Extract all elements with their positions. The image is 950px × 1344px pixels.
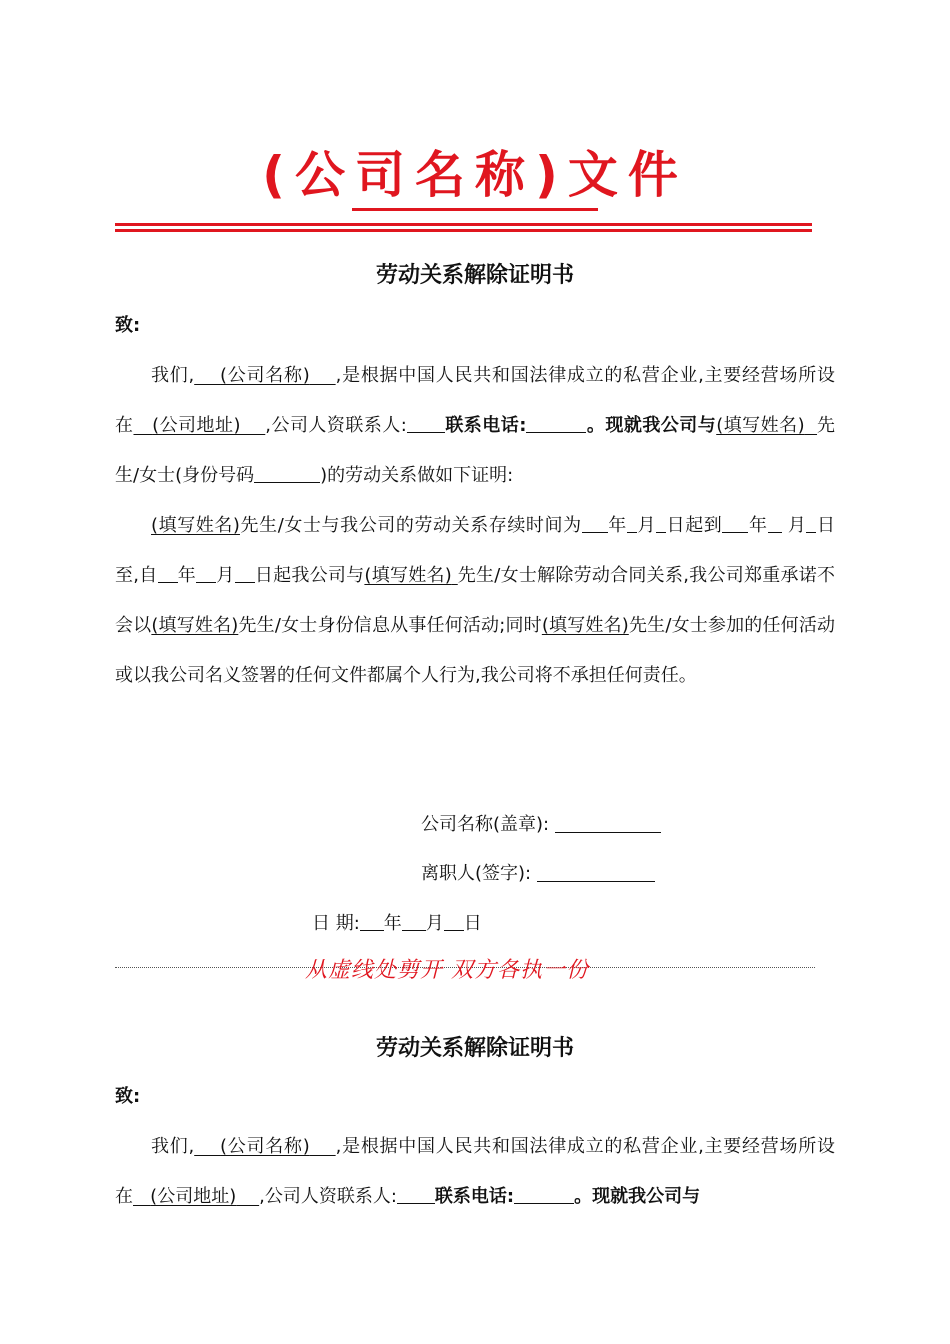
employee-name-placeholder: (填写姓名) (716, 415, 805, 436)
document-header-title: (公司名称)文件 (262, 146, 688, 204)
addressee-label: 致: (115, 315, 141, 336)
certificate-body (115, 351, 835, 701)
company-address-placeholder: (公司地址) (152, 415, 241, 436)
certificate-title-copy: 劳动关系解除证明书 (375, 1036, 574, 1061)
certificate-title: 劳动关系解除证明书 (375, 263, 574, 288)
date-line: 日 期: 年 月 日 (312, 909, 482, 939)
employee-name-placeholder: (填写姓名) (151, 515, 240, 536)
header-red-rule-bottom (115, 229, 812, 232)
paragraph-1: 我们, (公司名称) ,是根据中国人民共和国法律成立的私营企业,主要经营场所设在 (公司地址) ,公司人资联系人: 联系电话: 。现就我公司与(填写姓名) 先生/女士(身份号码 )的劳动关系做如下证明: (115, 365, 836, 486)
leaver-signature-line: 离职人(签字): (421, 859, 655, 889)
addressee-label-copy: 致: (115, 1086, 141, 1107)
paragraph-2: (填写姓名)先生/女士与我公司的劳动关系存续时间为 年 月 日起到 年 月 日至,自 年 月 日起我公司与(填写姓名) 先生/女士解除劳动合同关系,我公司郑重承诺不会以(填写姓名)先生/女士身份信息从事任何活动;同时(填写姓名)先生/女士参加的任何活动或以我公司名义签署的任何文件都属个人行为,我公司将不承担任何责任。 (115, 501, 835, 701)
certificate-body-copy (115, 1122, 835, 1222)
header-red-rule-top (115, 223, 812, 226)
header-underline (352, 208, 598, 211)
company-seal-line: 公司名称(盖章): (421, 810, 661, 840)
cut-line-instruction: 从虚线处剪开 双方各执一份 (305, 958, 589, 983)
paragraph-1-copy: 我们, (公司名称) ,是根据中国人民共和国法律成立的私营企业,主要经营场所设在 (公司地址) ,公司人资联系人: 联系电话: 。现就我公司与 (115, 1136, 835, 1207)
company-name-placeholder: (公司名称) (220, 365, 310, 386)
